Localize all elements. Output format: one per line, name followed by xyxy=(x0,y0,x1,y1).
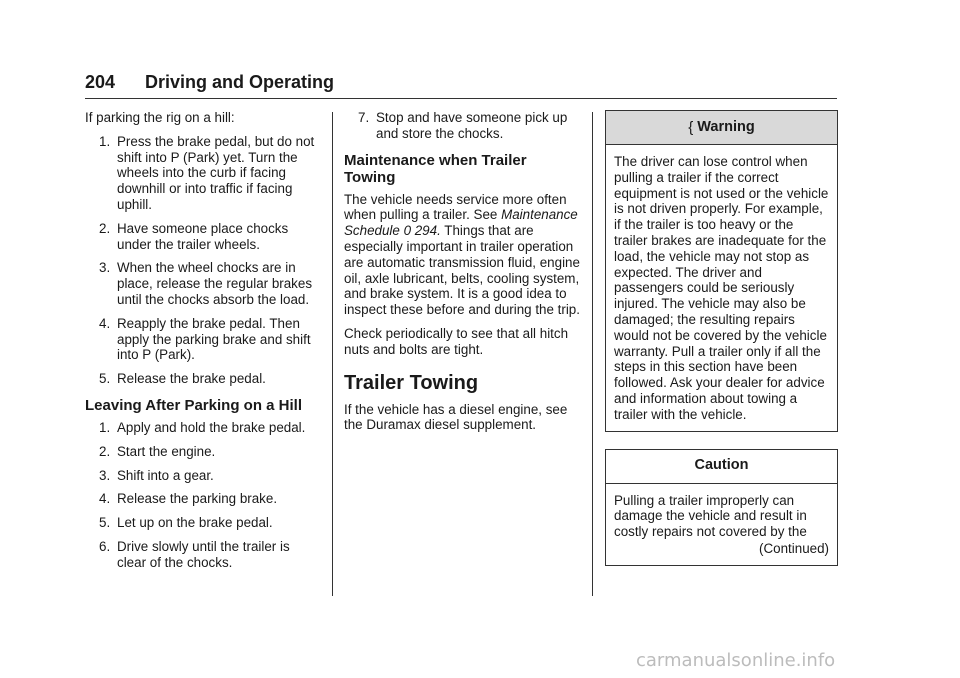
right-column xyxy=(605,110,838,566)
watermark: carmanualsonline.info xyxy=(636,650,836,671)
list-item: 3. Shift into a gear. xyxy=(99,467,214,483)
warning-box xyxy=(605,110,838,432)
trailer-towing-heading: Trailer Towing xyxy=(344,371,479,394)
warning-text: The driver can lose control when pulling a trailer if the correct equipment is not used or the vehicle is not driven properly. For example, if the trailer is too heavy or the trailer brakes are inadequate for the load, the vehicle may not stop as expected. The driver and passengers could be seriously injured. The vehicle may also be damaged; the resulting repairs would not be covered by the vehicle warranty. Pull a trailer only if all the steps in this section have been followed. Ask your dealer for advice and information about towing a trailer with the vehicle. xyxy=(614,154,829,422)
column-divider-2 xyxy=(592,112,593,596)
column-divider-1 xyxy=(332,112,333,596)
hill-steps-continued xyxy=(344,110,580,142)
middle-column xyxy=(344,110,580,441)
list-item: 5. Let up on the brake pedal. xyxy=(99,515,273,531)
caution-header xyxy=(606,450,837,484)
hill-intro: If parking the rig on a hill: xyxy=(85,110,235,125)
list-item: 2. Have someone place chocks under the trailer wheels. xyxy=(99,220,289,252)
caution-text: Pulling a trailer improperly can damage the vehicle and result in costly repairs not covered by the xyxy=(614,492,807,540)
maintenance-schedule-link[interactable]: Maintenance Schedule xyxy=(344,207,578,239)
towing-paragraph: If the vehicle has a diesel engine, see the Duramax diesel supplement. xyxy=(344,401,568,433)
page-reference: 0 294. xyxy=(399,223,441,239)
caution-title: Caution xyxy=(694,457,749,474)
list-item: 1. Press the brake pedal, but do not shift into P (Park) yet. Turn the wheels into the curb if facing downhill or into traffic if facing uphill. xyxy=(99,133,315,212)
list-item: 1. Apply and hold the brake pedal. xyxy=(99,419,306,435)
continued-label: (Continued) xyxy=(759,540,829,556)
warning-header xyxy=(606,111,837,145)
hitch-paragraph: Check periodically to see that all hitch nuts and bolts are tight. xyxy=(344,325,569,357)
list-item: 4. Reapply the brake pedal. Then apply the parking brake and shift into P (Park). xyxy=(99,315,311,363)
list-item: 5. Release the brake pedal. xyxy=(99,371,266,387)
page-header xyxy=(85,70,837,100)
leaving-steps-list xyxy=(85,420,321,571)
caution-box xyxy=(605,449,838,566)
hill-steps-list xyxy=(85,134,321,387)
section-title: Driving and Operating xyxy=(145,72,335,92)
warning-icon: { xyxy=(688,118,694,136)
list-item: 6. Drive slowly until the trailer is clear of the chocks. xyxy=(99,538,290,570)
list-item: 7. Stop and have someone pick up and store the chocks. xyxy=(358,110,568,141)
list-item: 2. Start the engine. xyxy=(99,443,216,459)
header-rule xyxy=(85,98,837,99)
list-item: 4. Release the parking brake. xyxy=(99,491,278,507)
leaving-heading: Leaving After Parking on a Hill xyxy=(85,396,302,414)
caution-body xyxy=(606,484,837,565)
left-column xyxy=(85,110,321,579)
page-number: 204 xyxy=(85,72,116,92)
warning-title: Warning xyxy=(697,118,755,135)
maintenance-paragraph: The vehicle needs service more often when pulling a trailer. See Maintenance Schedule 0 294. Things that are especially important in trailer operation are automatic transmission fluid, engine oil, axle lubricant, belts, cooling system, and brake system. It is a good idea to inspect these before and during the trip. xyxy=(344,191,580,318)
maintenance-heading: Maintenance when Trailer Towing xyxy=(344,151,527,186)
list-item: 3. When the wheel chocks are in place, release the regular brakes until the chocks absorb the load. xyxy=(99,260,313,307)
